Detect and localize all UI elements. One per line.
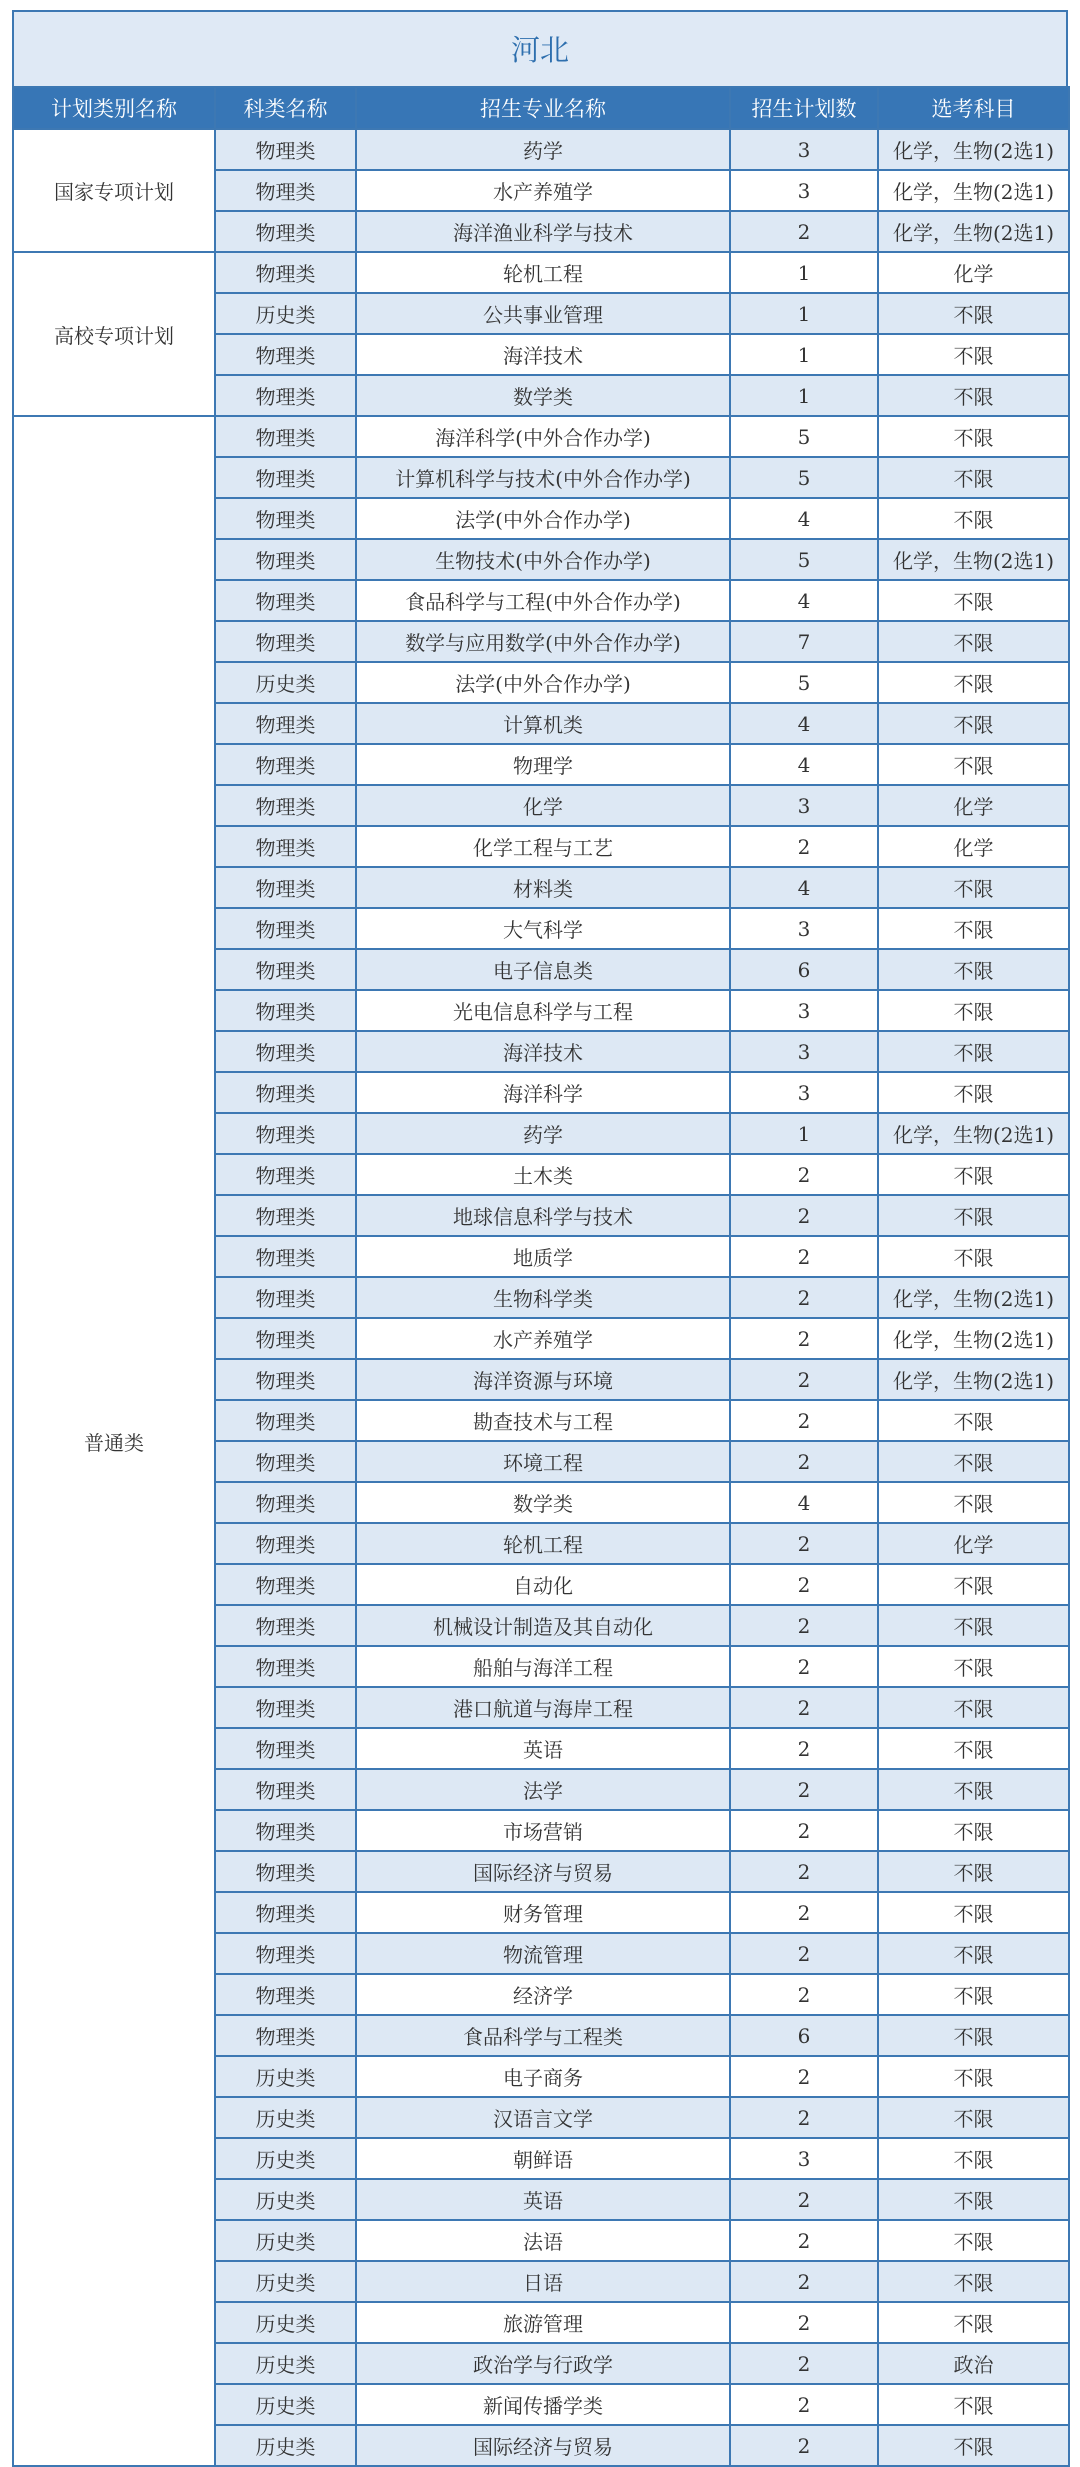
header-plan-category: 计划类别名称 — [13, 87, 215, 129]
major-name-cell: 计算机类 — [356, 703, 730, 744]
major-name-cell: 光电信息科学与工程 — [356, 990, 730, 1031]
plan-category-cell: 普通类 — [13, 416, 215, 2466]
subject-category-cell: 物理类 — [215, 170, 356, 211]
major-name-cell: 物理学 — [356, 744, 730, 785]
subject-category-cell: 物理类 — [215, 416, 356, 457]
major-name-cell: 市场营销 — [356, 1810, 730, 1851]
subject-category-cell: 物理类 — [215, 703, 356, 744]
plan-count-cell: 3 — [730, 908, 878, 949]
required-subjects-cell: 不限 — [878, 1728, 1069, 1769]
plan-count-cell: 2 — [730, 2179, 878, 2220]
subject-category-cell: 历史类 — [215, 2425, 356, 2466]
required-subjects-cell: 不限 — [878, 1400, 1069, 1441]
required-subjects-cell: 不限 — [878, 1441, 1069, 1482]
plan-count-cell: 2 — [730, 1523, 878, 1564]
required-subjects-cell: 不限 — [878, 293, 1069, 334]
subject-category-cell: 物理类 — [215, 908, 356, 949]
plan-count-cell: 1 — [730, 375, 878, 416]
major-name-cell: 地球信息科学与技术 — [356, 1195, 730, 1236]
required-subjects-cell: 不限 — [878, 2261, 1069, 2302]
subject-category-cell: 物理类 — [215, 990, 356, 1031]
subject-category-cell: 物理类 — [215, 1687, 356, 1728]
major-name-cell: 法学(中外合作办学) — [356, 662, 730, 703]
major-name-cell: 港口航道与海岸工程 — [356, 1687, 730, 1728]
plan-count-cell: 2 — [730, 2425, 878, 2466]
plan-count-cell: 2 — [730, 1359, 878, 1400]
plan-count-cell: 2 — [730, 1646, 878, 1687]
major-name-cell: 轮机工程 — [356, 1523, 730, 1564]
plan-count-cell: 2 — [730, 1236, 878, 1277]
major-name-cell: 化学 — [356, 785, 730, 826]
plan-count-cell: 3 — [730, 785, 878, 826]
plan-count-cell: 2 — [730, 1605, 878, 1646]
required-subjects-cell: 不限 — [878, 1646, 1069, 1687]
subject-category-cell: 物理类 — [215, 1646, 356, 1687]
plan-count-cell: 4 — [730, 498, 878, 539]
subject-category-cell: 物理类 — [215, 498, 356, 539]
required-subjects-cell: 不限 — [878, 2015, 1069, 2056]
plan-count-cell: 4 — [730, 744, 878, 785]
plan-count-cell: 2 — [730, 1728, 878, 1769]
required-subjects-cell: 不限 — [878, 990, 1069, 1031]
major-name-cell: 法学(中外合作办学) — [356, 498, 730, 539]
plan-count-cell: 2 — [730, 2261, 878, 2302]
required-subjects-cell: 不限 — [878, 1974, 1069, 2015]
required-subjects-cell: 不限 — [878, 1031, 1069, 1072]
major-name-cell: 化学工程与工艺 — [356, 826, 730, 867]
plan-count-cell: 3 — [730, 1072, 878, 1113]
plan-count-cell: 2 — [730, 826, 878, 867]
required-subjects-cell: 不限 — [878, 2097, 1069, 2138]
subject-category-cell: 物理类 — [215, 580, 356, 621]
required-subjects-cell: 不限 — [878, 1236, 1069, 1277]
header-required-subjects: 选考科目 — [878, 87, 1069, 129]
plan-count-cell: 3 — [730, 2138, 878, 2179]
subject-category-cell: 历史类 — [215, 2179, 356, 2220]
plan-category-cell: 高校专项计划 — [13, 252, 215, 416]
major-name-cell: 药学 — [356, 129, 730, 170]
subject-category-cell: 物理类 — [215, 1974, 356, 2015]
major-name-cell: 经济学 — [356, 1974, 730, 2015]
major-name-cell: 计算机科学与技术(中外合作办学) — [356, 457, 730, 498]
subject-category-cell: 物理类 — [215, 1564, 356, 1605]
plan-count-cell: 3 — [730, 170, 878, 211]
subject-category-cell: 历史类 — [215, 2220, 356, 2261]
subject-category-cell: 物理类 — [215, 1113, 356, 1154]
subject-category-cell: 物理类 — [215, 1359, 356, 1400]
table-title: 河北 — [12, 10, 1068, 86]
major-name-cell: 药学 — [356, 1113, 730, 1154]
required-subjects-cell: 不限 — [878, 949, 1069, 990]
subject-category-cell: 物理类 — [215, 826, 356, 867]
plan-count-cell: 1 — [730, 252, 878, 293]
plan-count-cell: 2 — [730, 1154, 878, 1195]
subject-category-cell: 历史类 — [215, 662, 356, 703]
subject-category-cell: 物理类 — [215, 1482, 356, 1523]
subject-category-cell: 历史类 — [215, 2261, 356, 2302]
major-name-cell: 物流管理 — [356, 1933, 730, 1974]
required-subjects-cell: 化学 — [878, 785, 1069, 826]
plan-count-cell: 2 — [730, 1769, 878, 1810]
required-subjects-cell: 不限 — [878, 1482, 1069, 1523]
enrollment-plan-table — [12, 86, 1070, 2467]
subject-category-cell: 历史类 — [215, 2138, 356, 2179]
required-subjects-cell: 不限 — [878, 2425, 1069, 2466]
subject-category-cell: 物理类 — [215, 1769, 356, 1810]
plan-count-cell: 2 — [730, 1851, 878, 1892]
table-row — [13, 252, 1069, 293]
major-name-cell: 电子商务 — [356, 2056, 730, 2097]
major-name-cell: 生物科学类 — [356, 1277, 730, 1318]
subject-category-cell: 物理类 — [215, 1031, 356, 1072]
subject-category-cell: 物理类 — [215, 1072, 356, 1113]
plan-count-cell: 3 — [730, 1031, 878, 1072]
plan-count-cell: 2 — [730, 1974, 878, 2015]
header-plan-count: 招生计划数 — [730, 87, 878, 129]
major-name-cell: 新闻传播学类 — [356, 2384, 730, 2425]
major-name-cell: 海洋技术 — [356, 1031, 730, 1072]
required-subjects-cell: 化学，生物(2选1) — [878, 1113, 1069, 1154]
header-row — [13, 87, 1069, 129]
subject-category-cell: 物理类 — [215, 1892, 356, 1933]
required-subjects-cell: 化学 — [878, 252, 1069, 293]
plan-count-cell: 1 — [730, 1113, 878, 1154]
required-subjects-cell: 不限 — [878, 416, 1069, 457]
required-subjects-cell: 不限 — [878, 1195, 1069, 1236]
subject-category-cell: 物理类 — [215, 1851, 356, 1892]
major-name-cell: 食品科学与工程类 — [356, 2015, 730, 2056]
major-name-cell: 财务管理 — [356, 1892, 730, 1933]
subject-category-cell: 物理类 — [215, 1523, 356, 1564]
required-subjects-cell: 不限 — [878, 744, 1069, 785]
subject-category-cell: 物理类 — [215, 129, 356, 170]
required-subjects-cell: 不限 — [878, 1851, 1069, 1892]
plan-count-cell: 2 — [730, 2220, 878, 2261]
subject-category-cell: 历史类 — [215, 2384, 356, 2425]
required-subjects-cell: 政治 — [878, 2343, 1069, 2384]
major-name-cell: 日语 — [356, 2261, 730, 2302]
plan-count-cell: 2 — [730, 1564, 878, 1605]
required-subjects-cell: 不限 — [878, 1810, 1069, 1851]
plan-count-cell: 2 — [730, 1318, 878, 1359]
subject-category-cell: 物理类 — [215, 1277, 356, 1318]
major-name-cell: 国际经济与贸易 — [356, 1851, 730, 1892]
table-row — [13, 129, 1069, 170]
major-name-cell: 轮机工程 — [356, 252, 730, 293]
major-name-cell: 大气科学 — [356, 908, 730, 949]
major-name-cell: 勘查技术与工程 — [356, 1400, 730, 1441]
subject-category-cell: 物理类 — [215, 539, 356, 580]
plan-count-cell: 1 — [730, 293, 878, 334]
subject-category-cell: 物理类 — [215, 1441, 356, 1482]
plan-count-cell: 2 — [730, 1400, 878, 1441]
subject-category-cell: 物理类 — [215, 1810, 356, 1851]
required-subjects-cell: 不限 — [878, 1072, 1069, 1113]
subject-category-cell: 物理类 — [215, 2015, 356, 2056]
plan-count-cell: 4 — [730, 867, 878, 908]
subject-category-cell: 物理类 — [215, 375, 356, 416]
required-subjects-cell: 不限 — [878, 2384, 1069, 2425]
required-subjects-cell: 不限 — [878, 2056, 1069, 2097]
required-subjects-cell: 不限 — [878, 662, 1069, 703]
required-subjects-cell: 不限 — [878, 580, 1069, 621]
required-subjects-cell: 化学，生物(2选1) — [878, 170, 1069, 211]
plan-count-cell: 2 — [730, 2302, 878, 2343]
major-name-cell: 政治学与行政学 — [356, 2343, 730, 2384]
plan-count-cell: 3 — [730, 990, 878, 1031]
major-name-cell: 机械设计制造及其自动化 — [356, 1605, 730, 1646]
required-subjects-cell: 不限 — [878, 1769, 1069, 1810]
subject-category-cell: 物理类 — [215, 1400, 356, 1441]
subject-category-cell: 物理类 — [215, 621, 356, 662]
major-name-cell: 水产养殖学 — [356, 170, 730, 211]
required-subjects-cell: 不限 — [878, 1892, 1069, 1933]
plan-count-cell: 5 — [730, 539, 878, 580]
major-name-cell: 地质学 — [356, 1236, 730, 1277]
required-subjects-cell: 不限 — [878, 498, 1069, 539]
major-name-cell: 海洋科学(中外合作办学) — [356, 416, 730, 457]
major-name-cell: 海洋资源与环境 — [356, 1359, 730, 1400]
major-name-cell: 海洋技术 — [356, 334, 730, 375]
table-body — [13, 129, 1069, 2466]
required-subjects-cell: 不限 — [878, 621, 1069, 662]
plan-count-cell: 2 — [730, 1441, 878, 1482]
plan-count-cell: 2 — [730, 2097, 878, 2138]
plan-count-cell: 2 — [730, 1277, 878, 1318]
required-subjects-cell: 不限 — [878, 2220, 1069, 2261]
subject-category-cell: 物理类 — [215, 1154, 356, 1195]
required-subjects-cell: 不限 — [878, 703, 1069, 744]
plan-count-cell: 7 — [730, 621, 878, 662]
plan-count-cell: 4 — [730, 703, 878, 744]
plan-count-cell: 2 — [730, 2384, 878, 2425]
required-subjects-cell: 化学，生物(2选1) — [878, 211, 1069, 252]
subject-category-cell: 历史类 — [215, 2302, 356, 2343]
plan-table-container — [12, 10, 1068, 2467]
required-subjects-cell: 不限 — [878, 334, 1069, 375]
major-name-cell: 材料类 — [356, 867, 730, 908]
major-name-cell: 食品科学与工程(中外合作办学) — [356, 580, 730, 621]
plan-count-cell: 2 — [730, 1892, 878, 1933]
major-name-cell: 环境工程 — [356, 1441, 730, 1482]
plan-count-cell: 5 — [730, 457, 878, 498]
header-major-name: 招生专业名称 — [356, 87, 730, 129]
plan-count-cell: 5 — [730, 416, 878, 457]
subject-category-cell: 历史类 — [215, 2097, 356, 2138]
major-name-cell: 朝鲜语 — [356, 2138, 730, 2179]
header-subject-category: 科类名称 — [215, 87, 356, 129]
subject-category-cell: 物理类 — [215, 785, 356, 826]
required-subjects-cell: 化学，生物(2选1) — [878, 1359, 1069, 1400]
major-name-cell: 数学与应用数学(中外合作办学) — [356, 621, 730, 662]
subject-category-cell: 历史类 — [215, 2056, 356, 2097]
required-subjects-cell: 化学 — [878, 826, 1069, 867]
major-name-cell: 生物技术(中外合作办学) — [356, 539, 730, 580]
major-name-cell: 海洋科学 — [356, 1072, 730, 1113]
major-name-cell: 水产养殖学 — [356, 1318, 730, 1359]
subject-category-cell: 物理类 — [215, 334, 356, 375]
plan-count-cell: 4 — [730, 580, 878, 621]
subject-category-cell: 物理类 — [215, 252, 356, 293]
required-subjects-cell: 化学，生物(2选1) — [878, 129, 1069, 170]
subject-category-cell: 物理类 — [215, 867, 356, 908]
subject-category-cell: 历史类 — [215, 2343, 356, 2384]
major-name-cell: 数学类 — [356, 1482, 730, 1523]
required-subjects-cell: 化学 — [878, 1523, 1069, 1564]
required-subjects-cell: 不限 — [878, 375, 1069, 416]
plan-count-cell: 3 — [730, 129, 878, 170]
required-subjects-cell: 化学，生物(2选1) — [878, 539, 1069, 580]
major-name-cell: 英语 — [356, 2179, 730, 2220]
plan-count-cell: 1 — [730, 334, 878, 375]
plan-category-cell: 国家专项计划 — [13, 129, 215, 252]
required-subjects-cell: 不限 — [878, 457, 1069, 498]
subject-category-cell: 物理类 — [215, 457, 356, 498]
subject-category-cell: 历史类 — [215, 293, 356, 334]
major-name-cell: 土木类 — [356, 1154, 730, 1195]
plan-count-cell: 2 — [730, 211, 878, 252]
plan-count-cell: 6 — [730, 2015, 878, 2056]
required-subjects-cell: 不限 — [878, 2138, 1069, 2179]
required-subjects-cell: 化学，生物(2选1) — [878, 1318, 1069, 1359]
subject-category-cell: 物理类 — [215, 744, 356, 785]
plan-count-cell: 2 — [730, 2343, 878, 2384]
subject-category-cell: 物理类 — [215, 1318, 356, 1359]
major-name-cell: 英语 — [356, 1728, 730, 1769]
required-subjects-cell: 不限 — [878, 1687, 1069, 1728]
subject-category-cell: 物理类 — [215, 211, 356, 252]
subject-category-cell: 物理类 — [215, 1195, 356, 1236]
subject-category-cell: 物理类 — [215, 949, 356, 990]
required-subjects-cell: 化学，生物(2选1) — [878, 1277, 1069, 1318]
subject-category-cell: 物理类 — [215, 1605, 356, 1646]
major-name-cell: 法语 — [356, 2220, 730, 2261]
major-name-cell: 公共事业管理 — [356, 293, 730, 334]
plan-count-cell: 2 — [730, 2056, 878, 2097]
plan-count-cell: 5 — [730, 662, 878, 703]
required-subjects-cell: 不限 — [878, 2302, 1069, 2343]
major-name-cell: 汉语言文学 — [356, 2097, 730, 2138]
major-name-cell: 旅游管理 — [356, 2302, 730, 2343]
major-name-cell: 船舶与海洋工程 — [356, 1646, 730, 1687]
major-name-cell: 国际经济与贸易 — [356, 2425, 730, 2466]
major-name-cell: 海洋渔业科学与技术 — [356, 211, 730, 252]
required-subjects-cell: 不限 — [878, 908, 1069, 949]
plan-count-cell: 2 — [730, 1933, 878, 1974]
plan-count-cell: 6 — [730, 949, 878, 990]
major-name-cell: 数学类 — [356, 375, 730, 416]
required-subjects-cell: 不限 — [878, 1933, 1069, 1974]
major-name-cell: 电子信息类 — [356, 949, 730, 990]
major-name-cell: 法学 — [356, 1769, 730, 1810]
plan-count-cell: 4 — [730, 1482, 878, 1523]
plan-count-cell: 2 — [730, 1810, 878, 1851]
subject-category-cell: 物理类 — [215, 1933, 356, 1974]
required-subjects-cell: 不限 — [878, 1605, 1069, 1646]
plan-count-cell: 2 — [730, 1195, 878, 1236]
plan-count-cell: 2 — [730, 1687, 878, 1728]
table-row — [13, 416, 1069, 457]
required-subjects-cell: 不限 — [878, 1154, 1069, 1195]
subject-category-cell: 物理类 — [215, 1236, 356, 1277]
required-subjects-cell: 不限 — [878, 1564, 1069, 1605]
required-subjects-cell: 不限 — [878, 2179, 1069, 2220]
subject-category-cell: 物理类 — [215, 1728, 356, 1769]
required-subjects-cell: 不限 — [878, 867, 1069, 908]
major-name-cell: 自动化 — [356, 1564, 730, 1605]
